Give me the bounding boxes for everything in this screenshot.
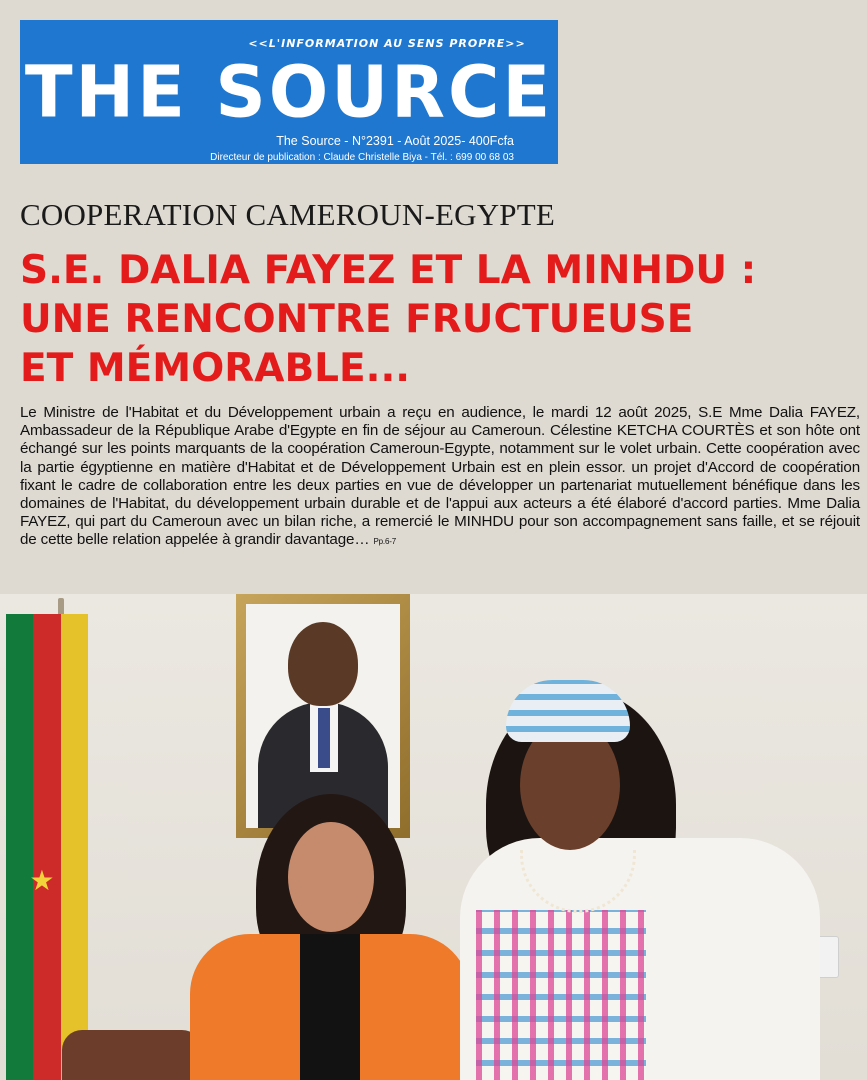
cameroon-flag: [6, 614, 88, 1080]
article-kicker: COOPERATION CAMEROUN-EGYPTE: [20, 197, 555, 232]
article-lede: [20, 404, 860, 552]
article-photo: [0, 594, 867, 1080]
flag-star-icon: ★: [29, 865, 55, 896]
headline-line-1: S.E. DALIA FAYEZ ET LA MINHDU :: [20, 248, 757, 293]
headline-line-3: ET MÉMORABLE...: [20, 346, 411, 391]
headline-line-2: UNE RENCONTRE FRUCTUEUSE: [20, 297, 694, 342]
lede-text: Le Ministre de l'Habitat et du Développement urbain a reçu en audience, le mardi 12 août 2025, S.E Mme Dalia FAYEZ, Ambassadeur de la République Arabe d'Egypte en fin de séjour au Cameroun. Célestine KETCHA COURTÈS et son hôte ont échangé sur les points marquants de la coopération Cameroun-Egypte, notamment sur le volet urbain. Cette coopération avec la partie égyptienne en matière d'Habitat et de Développement Urbain est en plein essor. un projet d'Accord de coopération fixant le cadre de collaboration entre les deux parties en vue de développer un partenariat mutuellement bénéfique dans les domaines de l'Habitat, du développement urbain durable et de l'appui aux acteurs a été élaboré d'accord parties. Mme Dalia FAYEZ, qui part du Cameroun avec un bilan riche, a remercié le MINHDU pour son accompagnement sans faille, et se réjouit de cette belle relation appelée à grandir davantage…: [20, 404, 860, 549]
issue-line: The Source - N°2391 - Août 2025- 400Fcfa: [276, 134, 514, 148]
person-left: [190, 794, 470, 1080]
page-reference: Pp.6-7: [373, 537, 397, 547]
person-right: [460, 680, 820, 1080]
sofa: [62, 1030, 202, 1080]
masthead-logo: THE SOURCE: [24, 50, 554, 134]
masthead: [20, 20, 558, 164]
masthead-tagline: <<L'INFORMATION AU SENS PROPRE>>: [248, 37, 526, 50]
article-headline: [20, 246, 860, 393]
director-line: Directeur de publication : Claude Christelle Biya - Tél. : 699 00 68 03: [210, 152, 514, 163]
